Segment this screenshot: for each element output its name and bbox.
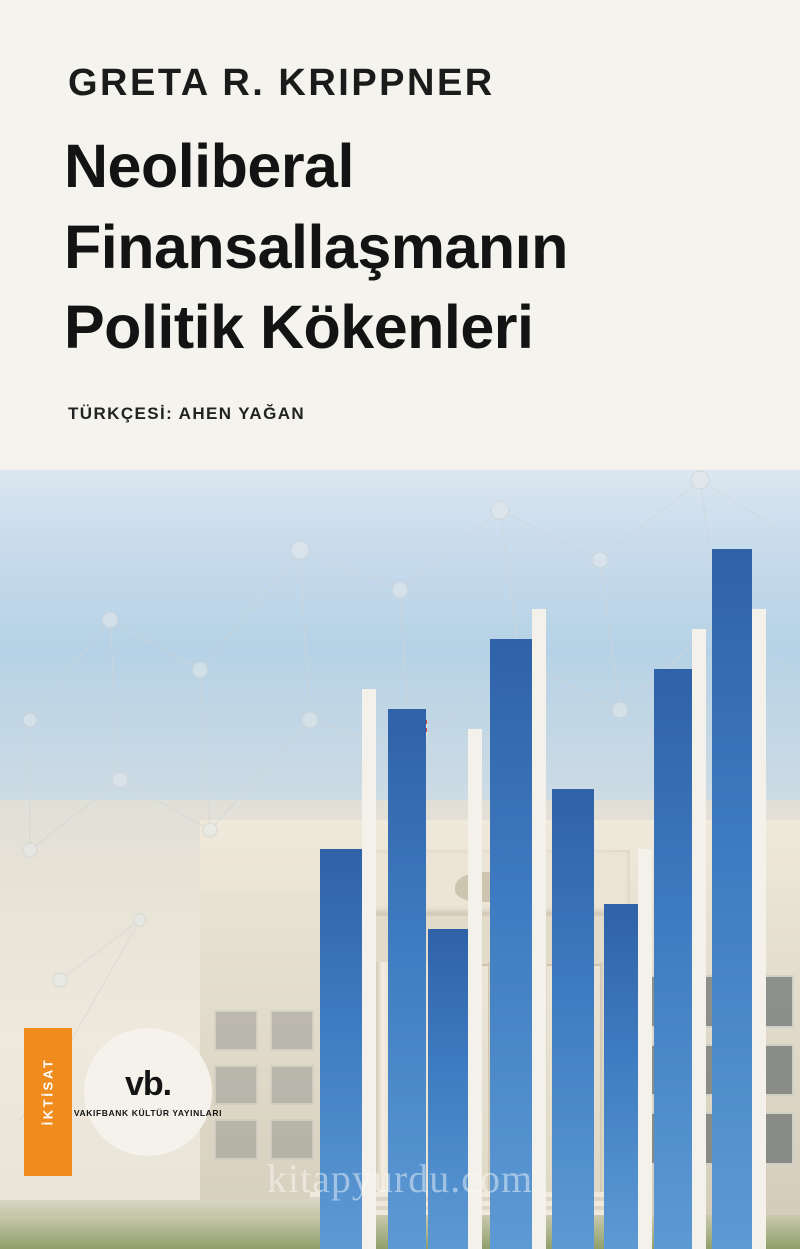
bar-1 [320, 849, 362, 1249]
title-line-3: Politik Kökenleri [64, 293, 534, 362]
title-line-2: Finansallaşmanın [64, 212, 568, 281]
publisher-logo [73, 1028, 223, 1156]
page-title [64, 126, 764, 368]
author-name: GRETA R. KRIPPNER [68, 62, 495, 104]
bar-gap-2 [468, 729, 482, 1249]
bar-5 [604, 904, 638, 1249]
bar-gap-3 [532, 609, 546, 1249]
publisher-mark: vb. [124, 1064, 172, 1103]
bar-gap-6 [752, 609, 766, 1249]
bar-4 [552, 789, 594, 1249]
watermark: kitapyurdu.com [266, 1156, 534, 1201]
translator-credit: TÜRKÇESİ: AHEN YAĞAN [68, 404, 306, 423]
title-block [0, 0, 800, 470]
category-label: İKTİSAT [40, 1057, 56, 1126]
bar-3 [490, 639, 532, 1249]
bar-gap-4 [638, 849, 652, 1249]
bar-7 [712, 549, 752, 1249]
publisher-name: VAKIFBANK KÜLTÜR YAYINLARI [73, 1107, 223, 1118]
bar-gap-1 [362, 689, 376, 1249]
bar-6 [654, 669, 692, 1249]
category-strip [24, 1028, 72, 1176]
bar-gap-5 [692, 629, 706, 1249]
title-line-1: Neoliberal [64, 132, 354, 200]
bar-2 [428, 929, 468, 1249]
bar-8 [388, 709, 426, 1249]
